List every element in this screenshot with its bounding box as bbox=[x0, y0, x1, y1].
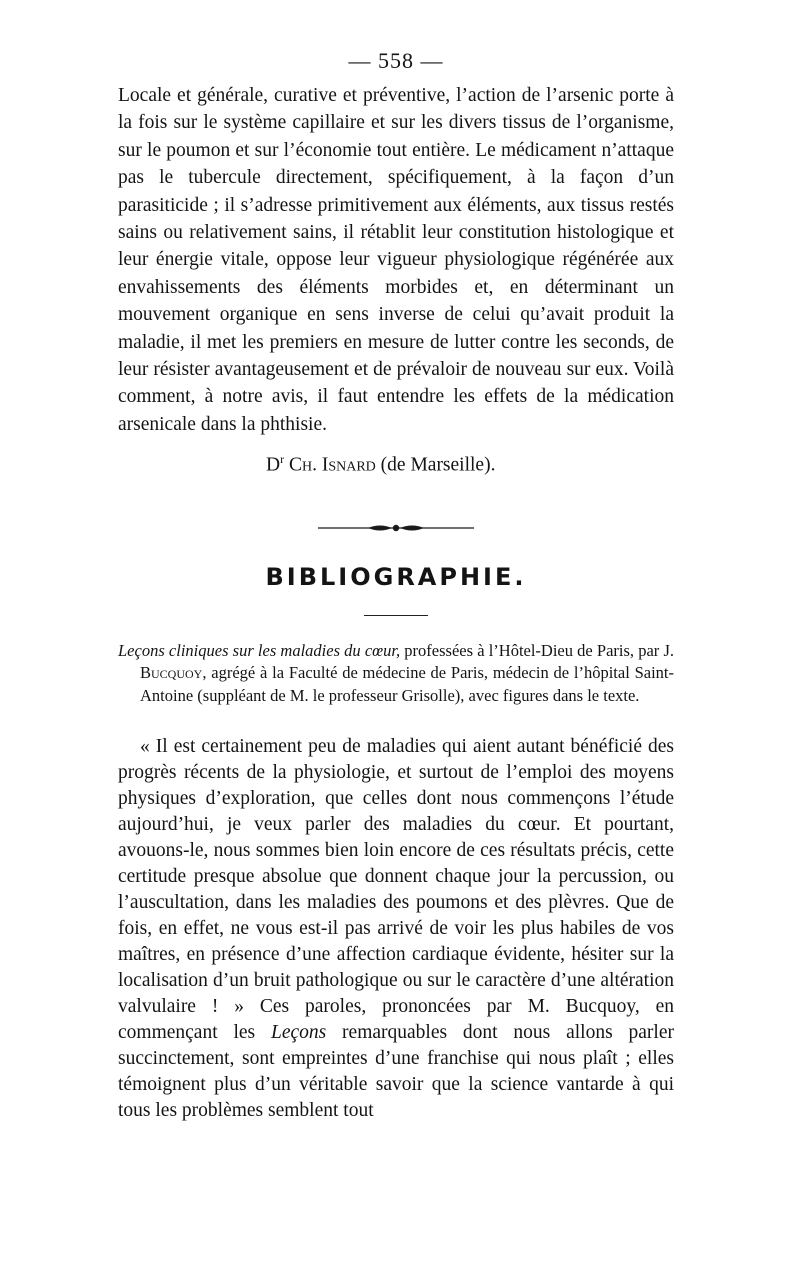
bibliography-text-1: professées à l’Hôtel-Dieu de Paris, par bbox=[400, 640, 664, 660]
signature-superscript: r bbox=[280, 452, 285, 467]
signature-place: (de Marseille). bbox=[380, 454, 496, 476]
section-ornament bbox=[318, 523, 474, 533]
heading-rule bbox=[364, 615, 428, 616]
closing-paragraph: Locale et générale, curative et préventive, l’action de l’arsenic porte à la fois sur le système capillaire et sur les divers tissus de l’organisme, sur le poumon et sur l’économie tout entière. Le médicament n’attaque pas le tubercule directement, spécifiquement, à la façon d’un parasiticide ; il s’adresse primitivement aux éléments, aux tissus restés sains ou relativement sains, il rétablit leur constitution histologique et leur énergie vitale, oppose leur vigueur physiologique régénérée aux envahissements des éléments morbides et, en déterminant un mouvement organique en sens inverse de celui qu’avait produit la maladie, il met les premiers en mesure de lutter contre les seconds, de leur résister avantageusement et de prévaloir de nouveau sur eux. Voilà comment, à notre avis, il faut entendre les effets de la médication arsenicale dans la phthisie. bbox=[118, 85, 674, 435]
review-paragraph bbox=[118, 734, 674, 1124]
book-title: Leçons cliniques sur les maladies du cœur, bbox=[118, 640, 401, 660]
bibliography-entry bbox=[118, 640, 674, 708]
section-heading: BIBLIOGRAPHIE. bbox=[265, 562, 527, 591]
review-text-1: « Il est certainement peu de maladies qui aient autant bénéficié des progrès récents de la physiologie, et surtout de l’emploi des moyens physiques d’exploration, que celles dont nous commençons l’étude aujourd’hui, je veux parler des maladies du cœur. Et pourtant, avouons-le, nous sommes bien loin encore de ces résultats précis, cette certitude presque absolue que donnent chaque jour la percussion, ou l’auscultation, dans les maladies des poumons et des plèvres. Que de fois, en effet, ne vous est-il pas arrivé de voir les plus habiles de vos maîtres, en présence d’une affection cardiaque évidente, hésiter sur la localisation d’un bruit pathologique ou sur le caractère d’une altération valvulaire ! » Ces paroles, prononcées par M. Bucquoy, en commençant les bbox=[118, 735, 674, 1043]
review-text-2: remarquables dont nous allons parler succinctement, sont empreintes d’une franchise qui nous plaît ; elles témoignent plus d’un véritable savoir que la science vantarde à qui tous les problèmes semblent tout bbox=[118, 1021, 674, 1121]
book-page bbox=[118, 48, 674, 1124]
author-signature bbox=[118, 446, 674, 479]
review-italic-title: Leçons bbox=[270, 1021, 327, 1043]
page-number: — 558 — bbox=[348, 48, 444, 73]
book-author: J. Bucquoy, bbox=[140, 640, 674, 683]
signature-name: Ch. Isnard bbox=[288, 454, 376, 476]
signature-prefix: D bbox=[266, 454, 281, 476]
bibliography-text-2: agrégé à la Faculté de médecine de Paris, médecin de l’hôpital Saint-Antoine (suppléant de M. le professeur Grisolle), avec figures dans le texte. bbox=[140, 663, 674, 705]
